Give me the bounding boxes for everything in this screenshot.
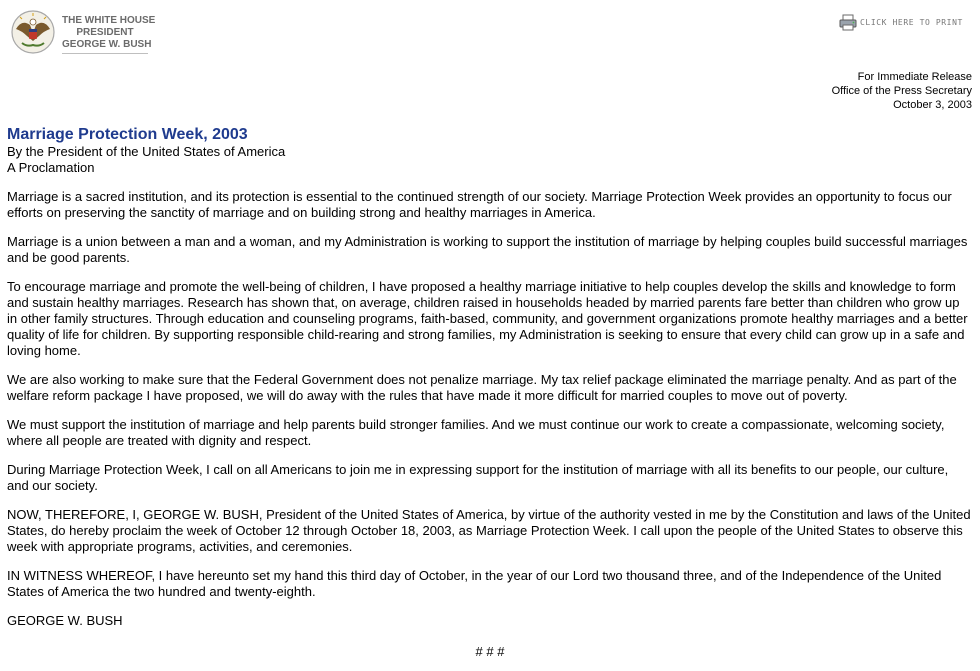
logo-line-3: GEORGE W. BUSH bbox=[62, 39, 152, 50]
release-date: October 3, 2003 bbox=[893, 99, 972, 111]
print-label[interactable]: CLICK HERE TO PRINT bbox=[860, 18, 963, 27]
print-link[interactable] bbox=[839, 14, 963, 31]
paragraph-3: To encourage marriage and promote the well-being of children, I have proposed a healthy marriage initiative to help couples develop the skills and knowledge to form and sustain healthy marriages. Research has shown that, on average, children raised in households headed by married parents fare better than children who grow up in other family structures. Through education and counseling programs, faith-based, community, and government organizations promote healthy marriages and a better quality of life for children. By supporting responsible child-rearing and strong families, my Administration is seeking to ensure that every child can grow up in a safe and loving home. bbox=[7, 279, 968, 358]
release-office: Office of the Press Secretary bbox=[831, 85, 972, 97]
logo-line-1: THE WHITE HOUSE bbox=[62, 15, 156, 26]
end-mark: # # # bbox=[475, 644, 505, 659]
release-info bbox=[832, 70, 972, 112]
byline-proclamation: A Proclamation bbox=[7, 160, 95, 175]
white-house-wordmark bbox=[62, 15, 156, 54]
page-header bbox=[0, 0, 980, 62]
page-title: Marriage Protection Week, 2003 bbox=[7, 126, 248, 143]
proclamation-body bbox=[7, 125, 973, 629]
white-house-logo[interactable] bbox=[10, 9, 156, 55]
signature: GEORGE W. BUSH bbox=[7, 613, 123, 628]
paragraph-5: We must support the institution of marriage and help parents build stronger families. And we must continue our work to create a compassionate, welcoming society, where all people are treated with dignity and respect. bbox=[7, 417, 945, 448]
paragraph-7: NOW, THEREFORE, I, GEORGE W. BUSH, President of the United States of America, by virtue of the authority vested in me by the Constitution and laws of the United States, do hereby proclaim the week of October 12 through October 18, 2003, as Marriage Protection Week. I call upon the people of the United States to observe this week with appropriate programs, activities, and ceremonies. bbox=[7, 507, 971, 554]
presidential-seal-icon bbox=[10, 9, 56, 55]
printer-icon bbox=[839, 14, 857, 31]
paragraph-1: Marriage is a sacred institution, and its protection is essential to the continued strength of our society. Marriage Protection Week provides an opportunity to focus our efforts on preserving the sanctity of marriage and on building strong and healthy marriages in America. bbox=[7, 189, 952, 220]
paragraph-8: IN WITNESS WHEREOF, I have hereunto set my hand this third day of October, in the year of our Lord two thousand three, and of the Independence of the United States of America the two hundred and twenty-eighth. bbox=[7, 568, 942, 599]
release-type: For Immediate Release bbox=[857, 71, 972, 83]
paragraph-6: During Marriage Protection Week, I call on all Americans to join me in expressing support for the institution of marriage with all its benefits to our people, our culture, and our society. bbox=[7, 462, 949, 493]
paragraph-4: We are also working to make sure that the Federal Government does not penalize marriage. My tax relief package eliminated the marriage penalty. And as part of the welfare reform package I have proposed, we will do away with the rules that have made it more difficult for married couples to move out of poverty. bbox=[7, 372, 957, 403]
byline-president: By the President of the United States of America bbox=[7, 144, 286, 159]
logo-line-2: PRESIDENT bbox=[76, 27, 134, 38]
paragraph-2: Marriage is a union between a man and a woman, and my Administration is working to support the institution of marriage by helping couples build successful marriages and be good parents. bbox=[7, 234, 968, 265]
